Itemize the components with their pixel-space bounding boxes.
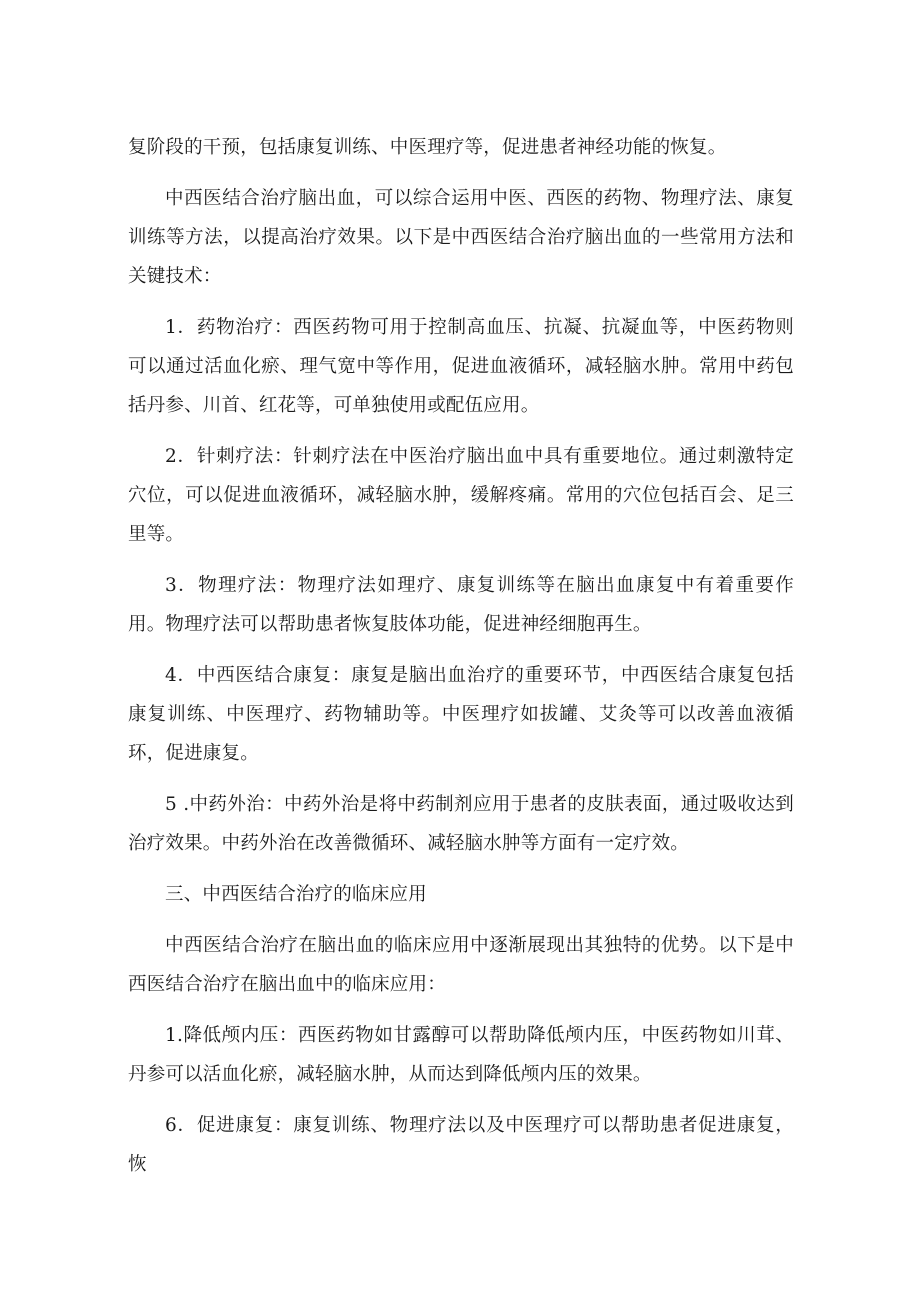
paragraph-continuation: 复阶段的干预，包括康复训练、中医理疗等，促进患者神经功能的恢复。 — [128, 137, 727, 158]
document-page — [128, 128, 794, 1184]
list-item-integrated-rehab: 4．中西医结合康复：康复是脑出血治疗的重要环节，中西医结合康复包括康复训练、中医理疗、药物辅助等。中医理疗如拔罐、艾灸等可以改善血液循环，促进康复。 — [128, 665, 794, 764]
paragraph-clinical-intro: 中西医结合治疗在脑出血的临床应用中逐渐展现出其独特的优势。以下是中西医结合治疗在脑出血中的临床应用： — [128, 935, 794, 995]
section-heading: 三、中西医结合治疗的临床应用 — [165, 884, 427, 905]
list-item-external-herbal: 5 .中药外治：中药外治是将中药制剂应用于患者的皮肤表面，通过吸收达到治疗效果。中药外治在改善微循环、减轻脑水肿等方面有一定疗效。 — [128, 794, 794, 854]
list-item-drug-therapy: 1．药物治疗：西医药物可用于控制高血压、抗凝、抗凝血等，中医药物则可以通过活血化瘀、理气宽中等作用，促进血液循环，减轻脑水肿。常用中药包括丹参、川首、红花等，可单独使用或配伍应用。 — [128, 317, 794, 416]
list-item-promote-recovery: 6．促进康复：康复训练、物理疗法以及中医理疗可以帮助患者促进康复，恢 — [128, 1115, 794, 1175]
list-item-lower-icp: 1.降低颅内压：西医药物如甘露醇可以帮助降低颅内压，中医药物如川茸、丹参可以活血化瘀，减轻脑水肿，从而达到降低颅内压的效果。 — [128, 1025, 794, 1085]
paragraph-intro: 中西医结合治疗脑出血，可以综合运用中医、西医的药物、物理疗法、康复训练等方法，以提高治疗效果。以下是中西医结合治疗脑出血的一些常用方法和关键技术： — [128, 188, 794, 287]
list-item-physical-therapy: 3．物理疗法：物理疗法如理疗、康复训练等在脑出血康复中有着重要作用。物理疗法可以帮助患者恢复肢体功能，促进神经细胞再生。 — [128, 575, 794, 635]
list-item-acupuncture: 2．针刺疗法：针刺疗法在中医治疗脑出血中具有重要地位。通过刺激特定穴位，可以促进血液循环，减轻脑水肿，缓解疼痛。常用的穴位包括百会、足三里等。 — [128, 446, 794, 545]
